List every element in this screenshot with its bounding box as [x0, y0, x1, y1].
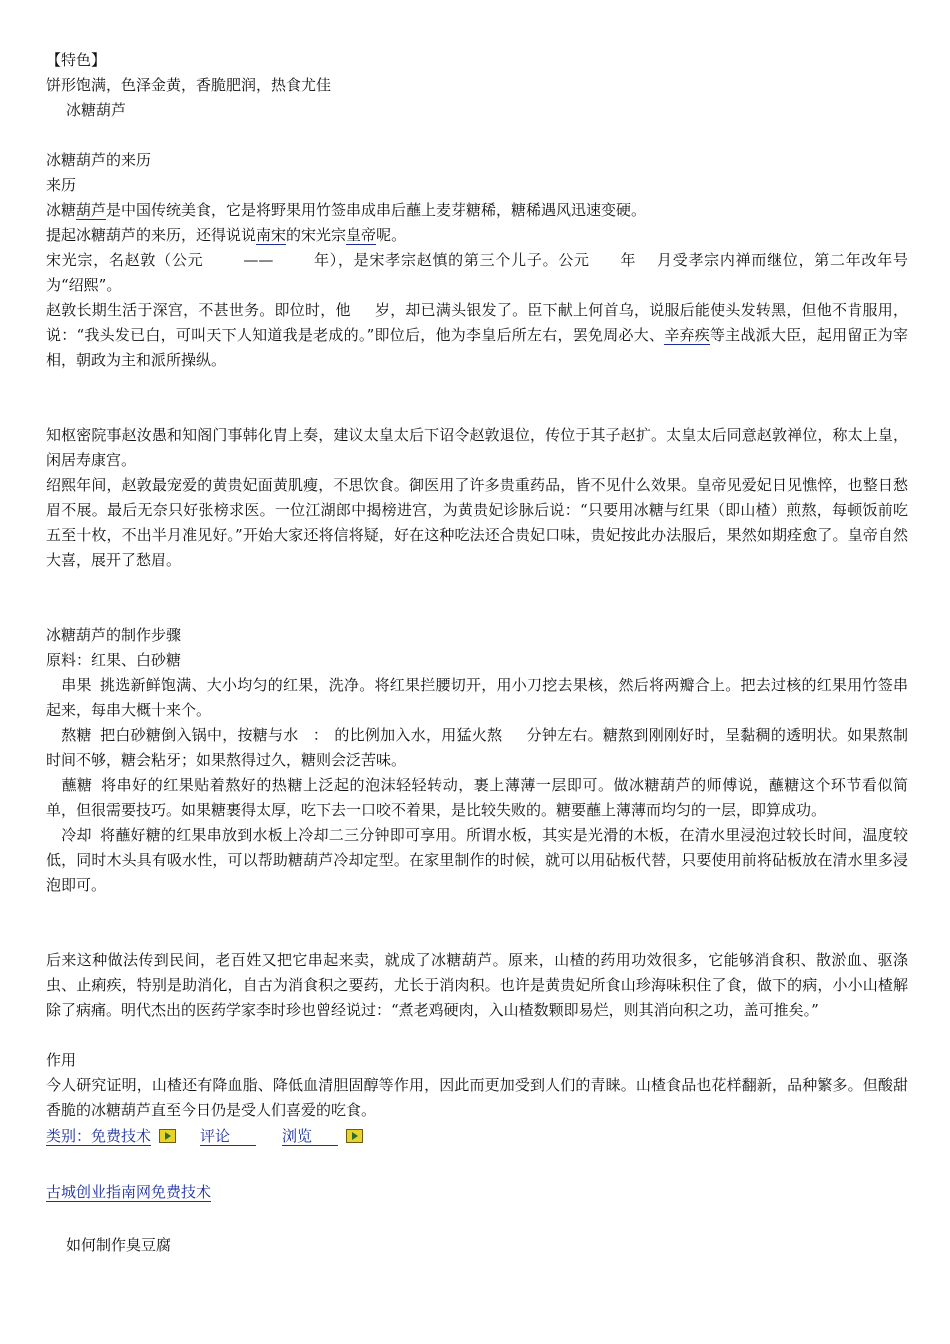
link-hulu[interactable]: 葫芦 — [76, 201, 107, 219]
site-link-row — [46, 1179, 908, 1205]
steps-ingredients: 原料：红果、白砂糖 — [46, 651, 182, 669]
category-link[interactable]: 类别：免费技术 — [46, 1127, 152, 1145]
history-paragraph-6: 绍熙年间，赵敦最宠爱的黄贵妃面黄肌瘦，不思饮食。御医用了许多贵重药品，皆不见什么效果。皇帝见爱妃日见憔悴，也整日愁眉不展。最后无奈只好张榜求医。一位江湖郎中揭榜进宫，为黄贵妃诊脉后说：“只要用冰糖与红果（即山楂）煎熬，每顿饭前吃五至十枚，不出半月准见好。”开始大家还将信将疑，好在这种吃法还合贵妃口味，贵妃按此办法服后，果然如期痊愈了。皇帝自然大喜，展开了愁眉。 — [46, 476, 908, 569]
history-paragraph-2: 提起冰糖葫芦的来历，还得说说南宋的宋光宗皇帝呢。 — [46, 226, 407, 244]
history-subheading: 来历 — [46, 176, 77, 194]
steps-heading: 冰糖葫芦的制作步骤 — [46, 626, 182, 644]
link-nansong[interactable]: 南宋 — [256, 226, 287, 244]
history-paragraph-3: 宋光宗，名赵敦（公元 —— 年），是宋孝宗赵慎的第三个儿子。公元 年 月受孝宗内禅而继位，第二年改年号为“绍熙”。 — [46, 251, 908, 294]
history-heading: 冰糖葫芦的来历 — [46, 151, 152, 169]
history-paragraph-5: 知枢密院事赵汝愚和知阁门事韩化胄上奏，建议太皇太后下诏令赵敦退位，传位于其子赵扩。太皇太后同意赵敦禅位，称太上皇，闲居寿康宫。 — [46, 426, 908, 469]
comment-link[interactable]: 评论 — [200, 1127, 256, 1146]
section-title: 冰糖葫芦 — [66, 101, 127, 119]
history-paragraph-4: 赵敦长期生活于深宫，不甚世务。即位时，他 岁，却已满头银发了。臣下献上何首乌，说服后能使头发转黑，但他不肯服用，说：“我头发已白，可叫天下人知道我是老成的。”即位后，他为李皇后所左右，罢免周必大、辛弃疾等主战派大臣，起用留正为宰相，朝政为主和派所操纵。 — [46, 301, 908, 369]
step-skewer: 串果 挑选新鲜饱满、大小均匀的红果，洗净。将红果拦腰切开，用小刀挖去果核，然后将两瓣合上。把去过核的红果用竹签串起来，每串大概十来个。 — [46, 676, 908, 719]
effect-text: 今人研究证明，山楂还有降血脂、降低血清胆固醇等作用，因此而更加受到人们的青睐。山楂食品也花样翻新，品种繁多。但酸甜香脆的冰糖葫芦直至今日仍是受人们喜爱的吃食。 — [46, 1076, 908, 1119]
step-cool: 冷却 将蘸好糖的红果串放到水板上冷却二三分钟即可享用。所谓水板，其实是光滑的木板，在清水里浸泡过较长时间，温度较低，同时木头具有吸水性，可以帮助糖葫芦冷却定型。在家里制作的时候，就可以用砧板代替，只要使用前将砧板放在清水里多浸泡即可。 — [46, 826, 908, 894]
link-xinqiji[interactable]: 辛弃疾 — [664, 326, 710, 344]
next-article-title: 如何制作臭豆腐 — [66, 1236, 172, 1254]
article — [46, 48, 908, 1258]
browse-link[interactable]: 浏览 — [282, 1127, 338, 1146]
arrow-icon[interactable] — [159, 1129, 176, 1143]
site-link[interactable]: 古城创业指南网免费技术 — [46, 1183, 212, 1201]
effect-heading: 作用 — [46, 1051, 77, 1069]
step-boil-sugar: 熬糖 把白砂糖倒入锅中，按糖与水 ： 的比例加入水，用猛火熬 分钟左右。糖熬到刚刚好时，呈黏稠的透明状。如果熬制时间不够，糖会粘牙；如果熬得过久，糖则会泛苦味。 — [46, 726, 908, 769]
history-paragraph-1: 冰糖葫芦是中国传统美食，它是将野果用竹签串成串后蘸上麦芽糖稀，糖稀遇风迅速变硬。 — [46, 201, 647, 219]
spread-paragraph: 后来这种做法传到民间，老百姓又把它串起来卖，就成了冰糖葫芦。原来，山楂的药用功效很多，它能够消食积、散淤血、驱涤虫、止痢疾，特别是助消化，自古为消食积之要药，尤长于消肉积。也许是黄贵妃所食山珍海味积住了食，做下的病，小小山楂解除了病痛。明代杰出的医药学家李时珍也曾经说过：“煮老鸡硬肉，入山楂数颗即易烂，则其消向积之功，盖可推矣。” — [46, 951, 908, 1019]
footer-links — [46, 1123, 908, 1149]
step-dip-sugar: 蘸糖 将串好的红果贴着熬好的热糖上泛起的泡沫轻轻转动，裹上薄薄一层即可。做冰糖葫芦的师傅说，蘸糖这个环节看似简单，但很需要技巧。如果糖裹得太厚，吃下去一口咬不着果，是比较失败的。糖要蘸上薄薄而均匀的一层，即算成功。 — [46, 776, 908, 819]
feature-label: 【特色】 — [46, 51, 107, 69]
arrow-icon[interactable] — [346, 1129, 363, 1143]
link-huangdi[interactable]: 皇帝 — [346, 226, 377, 244]
feature-text: 饼形饱满，色泽金黄，香脆肥润，热食尤佳 — [46, 76, 332, 94]
